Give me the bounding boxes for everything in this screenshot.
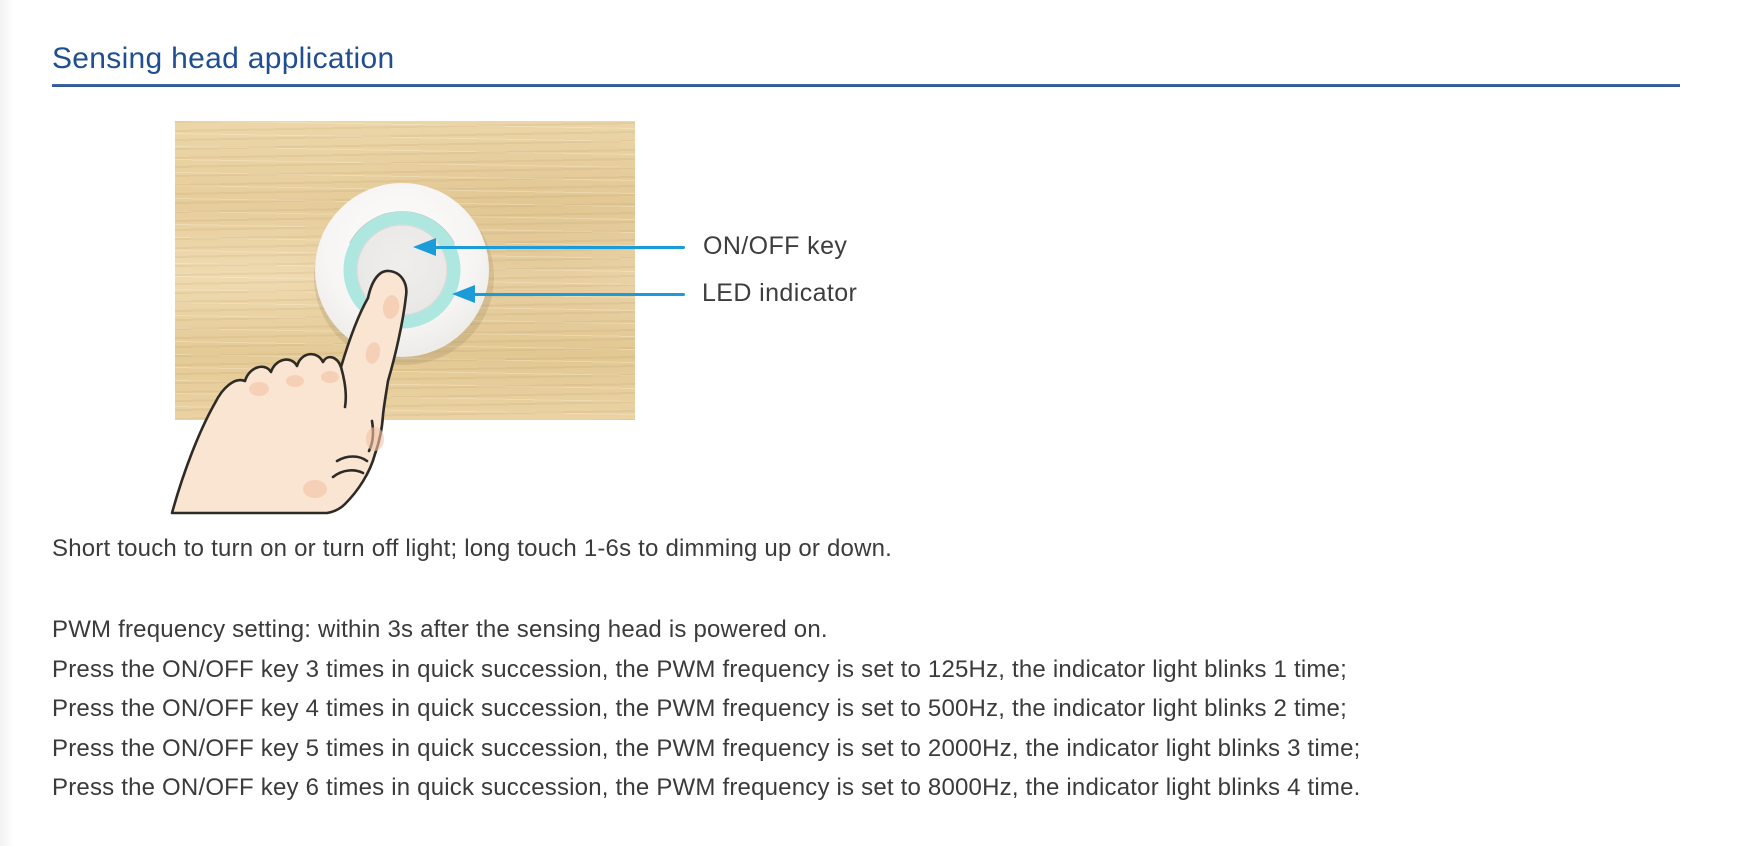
short-touch-instruction: Short touch to turn on or turn off light; long touch 1-6s to dimming up or down. <box>52 535 893 562</box>
pwm-press-6-line: Press the ON/OFF key 6 times in quick succession, the PWM frequency is set to 8000Hz, the indicator light blinks 4 time. <box>52 774 1361 802</box>
pwm-press-5-line: Press the ON/OFF key 5 times in quick succession, the PWM frequency is set to 2000Hz, the indicator light blinks 3 time; <box>52 734 1361 762</box>
pwm-frequency-instructions <box>52 610 1361 808</box>
hand-finger-illustration <box>172 271 406 513</box>
led-indicator-label: LED indicator <box>702 279 858 307</box>
sensing-head-illustration <box>175 121 635 420</box>
onoff-key-label: ON/OFF key <box>703 232 848 260</box>
touch-button-and-hand-graphic <box>175 121 635 521</box>
led-callout-arrow-icon <box>452 285 475 303</box>
pwm-press-3-line: Press the ON/OFF key 3 times in quick succession, the PWM frequency is set to 125Hz, the indicator light blinks 1 time; <box>52 655 1347 683</box>
pwm-setting-intro-line: PWM frequency setting: within 3s after the sensing head is powered on. <box>52 616 828 643</box>
pwm-press-4-line: Press the ON/OFF key 4 times in quick succession, the PWM frequency is set to 500Hz, the indicator light blinks 2 time; <box>52 695 1347 723</box>
onoff-callout-arrow-icon <box>413 238 436 256</box>
page-edge-shade <box>0 0 14 846</box>
led-callout-line <box>473 293 685 296</box>
title-underline-rule <box>52 84 1680 87</box>
page-title: Sensing head application <box>52 42 395 75</box>
onoff-callout-line <box>434 246 685 249</box>
